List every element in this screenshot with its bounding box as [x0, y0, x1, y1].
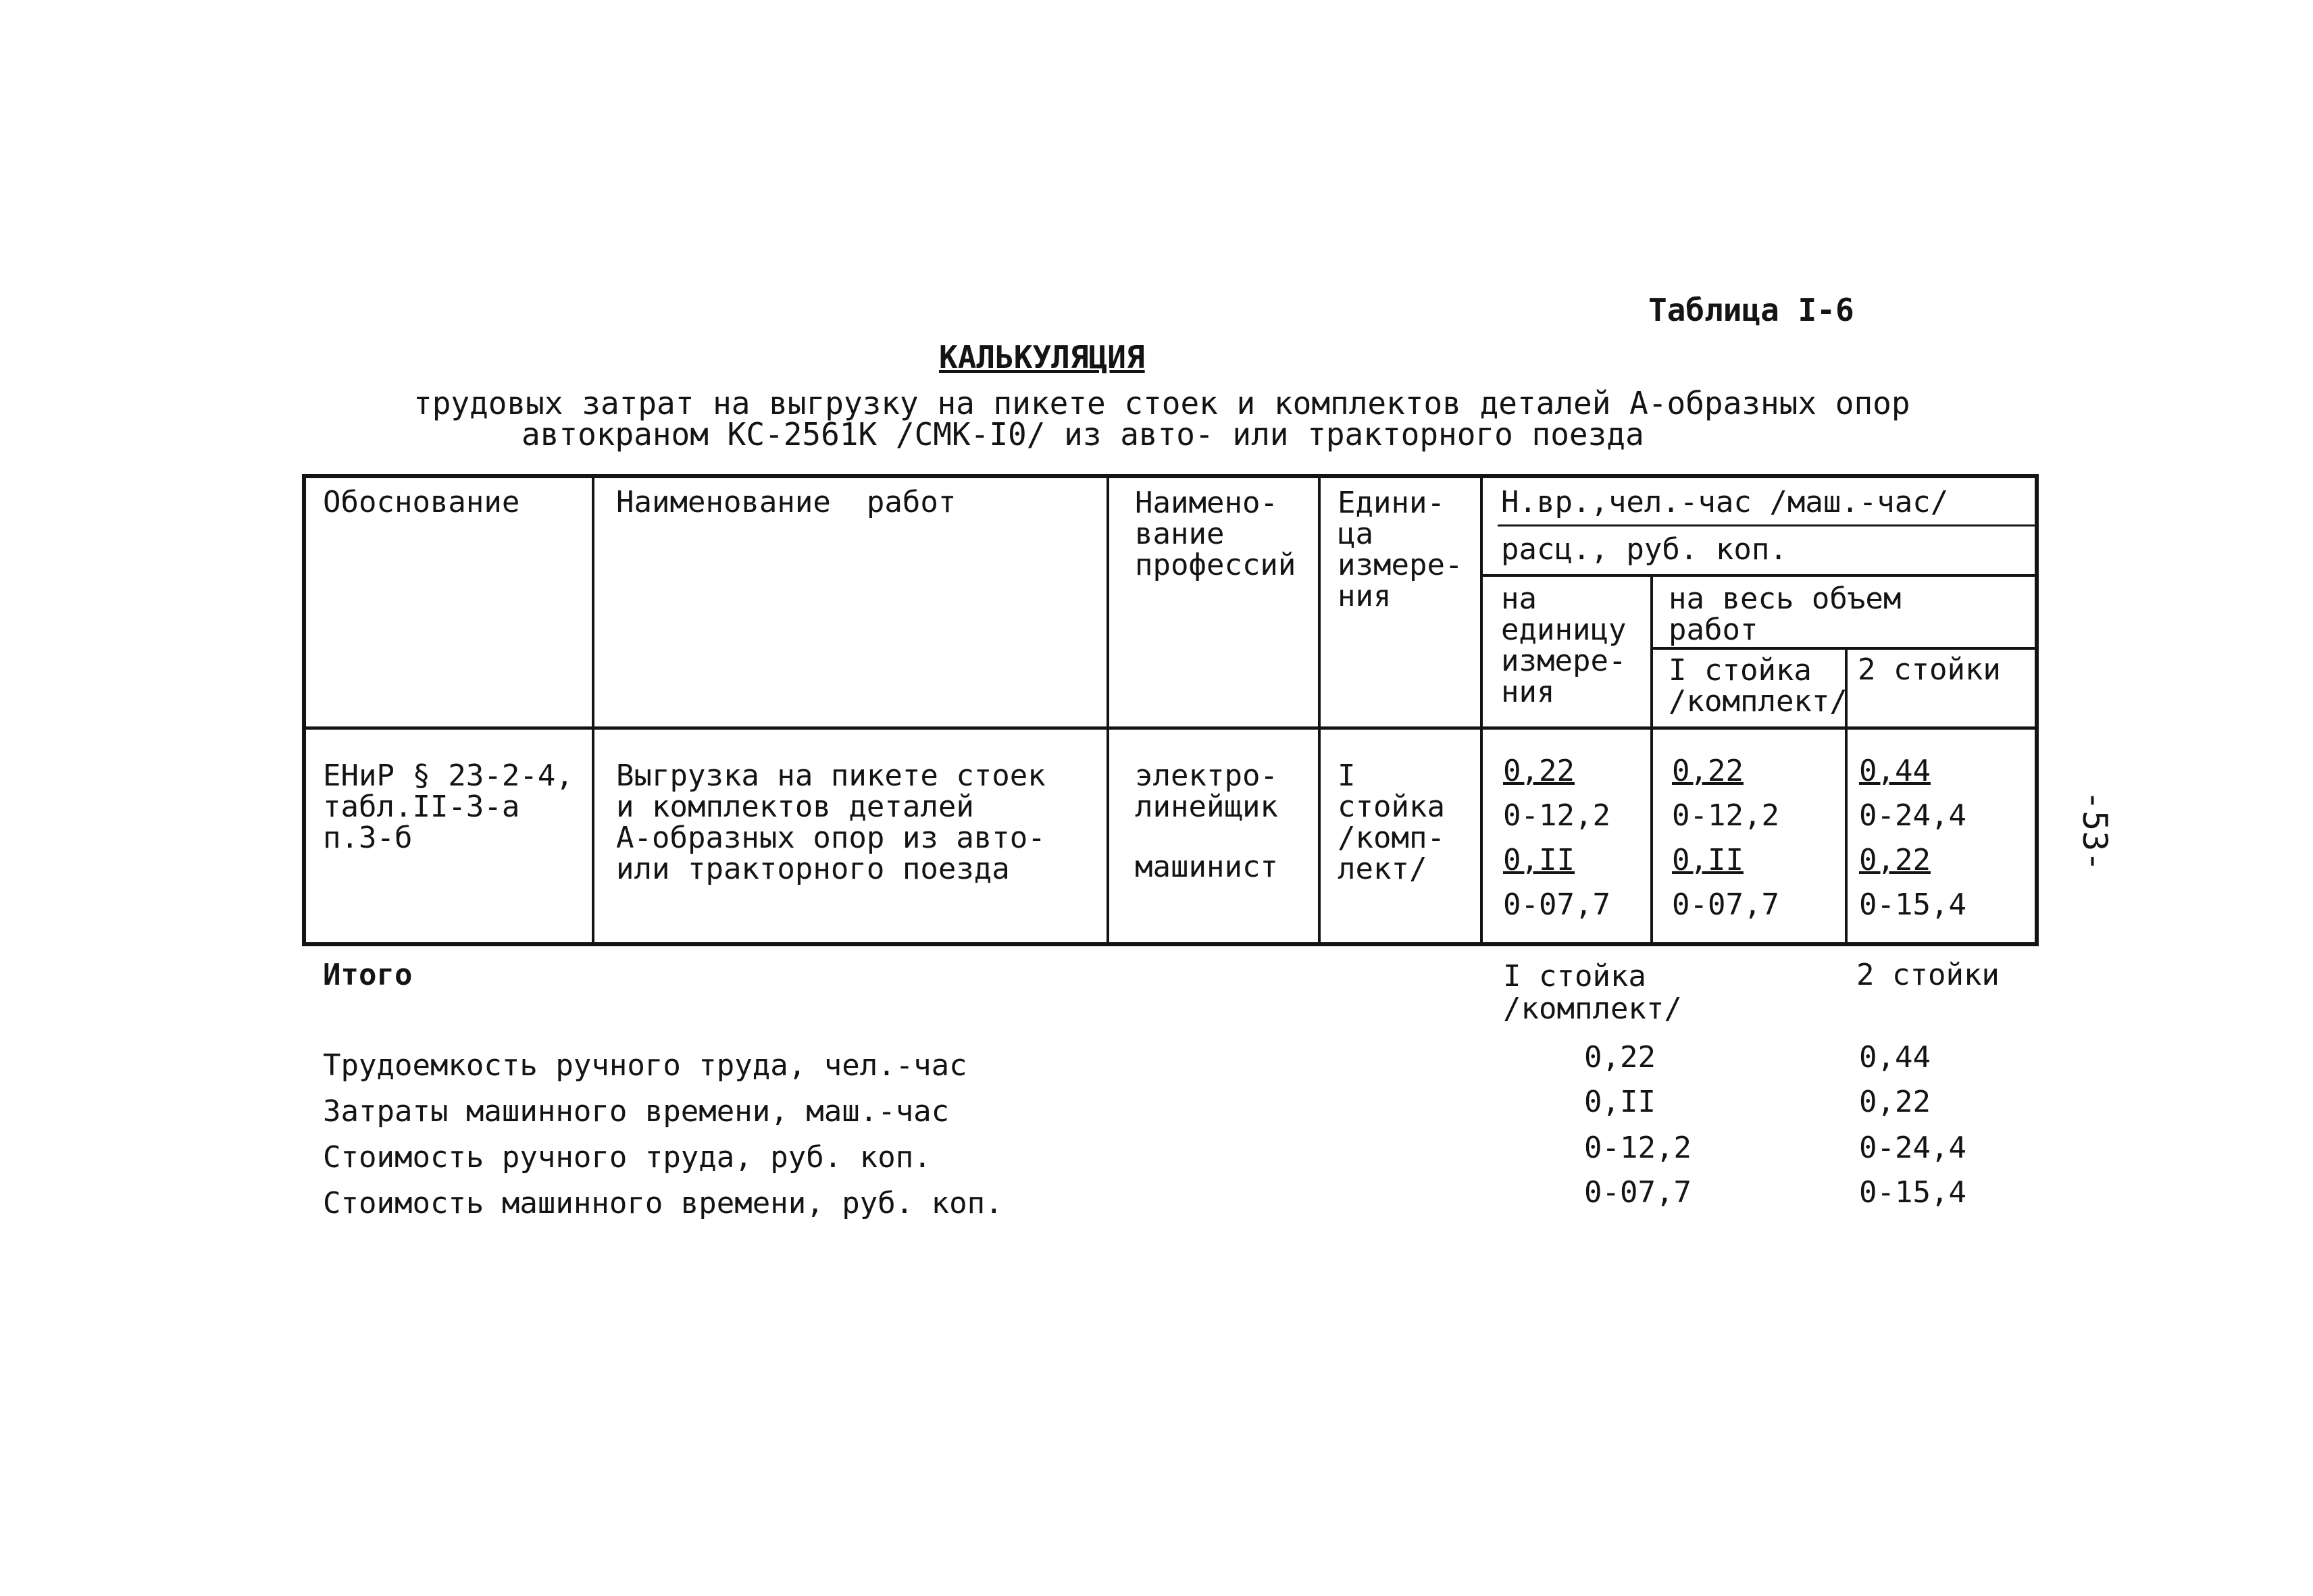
document-title: КАЛЬКУЛЯЦИЯ [939, 339, 1145, 376]
per-unit-hours-machine: 0,II [1503, 843, 1575, 877]
header-per-unit: на единицу измере- ния [1501, 582, 1627, 709]
summary-row-value-1: 0,II [1584, 1085, 1656, 1119]
header-profession: Наимено- вание профессий [1135, 486, 1296, 582]
summary-row-value-2: 0,44 [1859, 1040, 1931, 1075]
row-work-name: Выгрузка на пикете стоек и комплектов деталей А-образных опор из авто- или тракторного поезда [616, 758, 1046, 886]
per-unit-cost-manual: 0-12,2 [1503, 798, 1610, 833]
summary-row-value-2: 0,22 [1859, 1085, 1931, 1119]
header-total-volume: на весь объем работ [1669, 582, 1902, 647]
summary-col2-header: 2 стойки [1856, 958, 2000, 992]
row-unit: I стойка /комп- лект/ [1338, 758, 1445, 886]
two-posts-hours-manual: 0,44 [1859, 754, 1931, 788]
summary-row-label: Затраты машинного времени, маш.-час [323, 1094, 950, 1129]
per-unit-cost-machine: 0-07,7 [1503, 887, 1610, 922]
one-post-cost-machine: 0-07,7 [1672, 887, 1779, 922]
one-post-cost-manual: 0-12,2 [1672, 798, 1779, 833]
row-basis: ЕНиР § 23-2-4, табл.II-3-а п.3-б [323, 758, 574, 855]
summary-row-label: Стоимость машинного времени, руб. коп. [323, 1186, 1003, 1220]
summary-row-value-2: 0-15,4 [1859, 1175, 1966, 1210]
two-posts-cost-manual: 0-24,4 [1859, 798, 1966, 833]
header-basis: Обоснование [323, 485, 520, 519]
one-post-hours-machine: 0,II [1672, 843, 1744, 877]
header-norm-line-1: Н.вр.,чел.-час /маш.-час/ [1501, 485, 1949, 519]
page-number: -53- [2075, 790, 2114, 872]
summary-row-value-1: 0-07,7 [1584, 1175, 1692, 1210]
summary-row-value-2: 0-24,4 [1859, 1131, 1966, 1165]
summary-row-value-1: 0,22 [1584, 1040, 1656, 1075]
row-profession-electrician: электро- линейщик [1135, 758, 1278, 824]
header-norm-line-2: расц., руб. коп. [1501, 532, 1787, 567]
document-subtitle-line-2: автокраном КС-2561К /СМК-I0/ из авто- или тракторного поезда [522, 416, 1644, 453]
summary-row-value-1: 0-12,2 [1584, 1131, 1692, 1165]
header-two-posts: 2 стойки [1858, 652, 2001, 687]
row-profession-operator: машинист [1135, 850, 1278, 884]
summary-label: Итого [323, 958, 413, 992]
summary-row-label: Стоимость ручного труда, руб. коп. [323, 1140, 932, 1175]
header-work-name: Наименование работ [616, 485, 957, 519]
table-number: Таблица I-6 [1648, 292, 1854, 328]
two-posts-hours-machine: 0,22 [1859, 843, 1931, 877]
one-post-hours-manual: 0,22 [1672, 754, 1744, 788]
document-subtitle-line-1: трудовых затрат на выгрузку на пикете стоек и комплектов деталей А-образных опор [413, 385, 1910, 421]
per-unit-hours-manual: 0,22 [1503, 754, 1575, 788]
summary-col1-header: I стойка /комплект/ [1503, 959, 1682, 1026]
summary-row-label: Трудоемкость ручного труда, чел.-час [323, 1048, 967, 1083]
two-posts-cost-machine: 0-15,4 [1859, 887, 1966, 922]
header-one-post: I стойка /комплект/ [1669, 653, 1848, 719]
header-unit: Едини- ца измере- ния [1338, 486, 1463, 613]
